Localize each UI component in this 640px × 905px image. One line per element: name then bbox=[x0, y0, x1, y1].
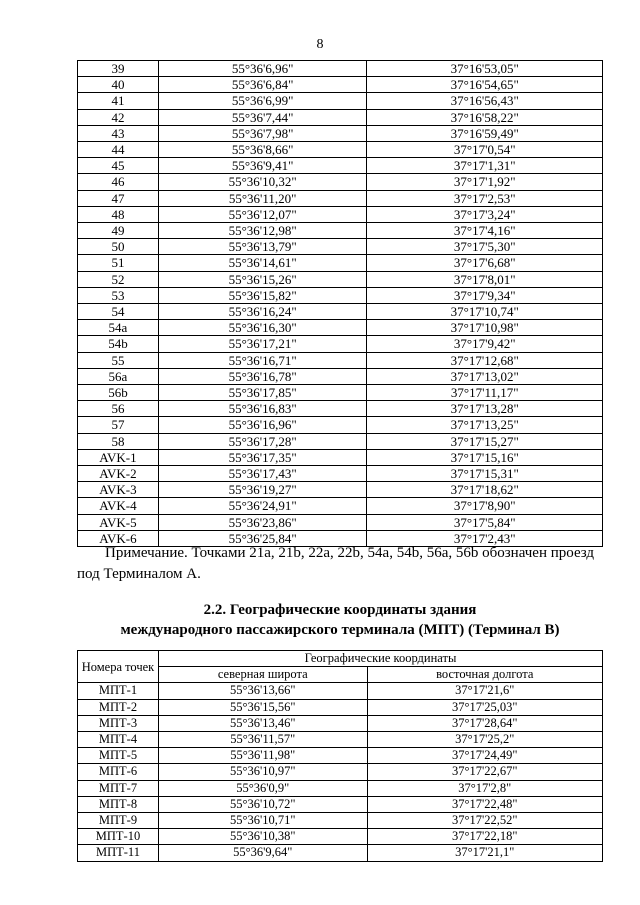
point-id-cell: 52 bbox=[78, 271, 159, 287]
longitude-cell: 37°17'5,30" bbox=[367, 239, 603, 255]
longitude-cell: 37°17'25,2" bbox=[367, 732, 602, 748]
point-id-cell: AVK-2 bbox=[78, 466, 159, 482]
table-row bbox=[78, 368, 603, 384]
longitude-cell: 37°17'0,54" bbox=[367, 142, 603, 158]
point-id-cell: МПТ-11 bbox=[78, 845, 159, 861]
table-row bbox=[78, 77, 603, 93]
point-id-cell: 54a bbox=[78, 320, 159, 336]
latitude-cell: 55°36'6,84" bbox=[158, 77, 367, 93]
note-paragraph bbox=[77, 543, 615, 585]
table-row bbox=[78, 352, 603, 368]
latitude-cell: 55°36'10,32" bbox=[158, 174, 367, 190]
latitude-cell: 55°36'9,64" bbox=[158, 845, 367, 861]
latitude-cell: 55°36'17,21" bbox=[158, 336, 367, 352]
latitude-cell: 55°36'16,71" bbox=[158, 352, 367, 368]
latitude-cell: 55°36'17,85" bbox=[158, 385, 367, 401]
table-row bbox=[78, 417, 603, 433]
table-row bbox=[78, 287, 603, 303]
table-row bbox=[78, 813, 603, 829]
coordinates-table-terminal-a bbox=[77, 60, 603, 547]
table-row bbox=[78, 125, 603, 141]
point-id-cell: МПТ-4 bbox=[78, 732, 159, 748]
latitude-cell: 55°36'11,20" bbox=[158, 190, 367, 206]
latitude-cell: 55°36'16,96" bbox=[158, 417, 367, 433]
longitude-cell: 37°16'58,22" bbox=[367, 109, 603, 125]
latitude-cell: 55°36'10,72" bbox=[158, 796, 367, 812]
table-row bbox=[78, 683, 603, 699]
longitude-cell: 37°17'22,18" bbox=[367, 829, 602, 845]
latitude-cell: 55°36'15,82" bbox=[158, 287, 367, 303]
section-heading-line-2: международного пассажирского терминала (МПТ) (Терминал В) bbox=[120, 622, 560, 638]
longitude-cell: 37°17'28,64" bbox=[367, 715, 602, 731]
longitude-cell: 37°17'15,27" bbox=[367, 433, 603, 449]
latitude-cell: 55°36'8,66" bbox=[158, 142, 367, 158]
point-id-cell: 49 bbox=[78, 223, 159, 239]
latitude-cell: 55°36'17,28" bbox=[158, 433, 367, 449]
point-id-cell: 45 bbox=[78, 158, 159, 174]
coordinates-table-body bbox=[78, 61, 603, 547]
longitude-cell: 37°17'24,49" bbox=[367, 748, 602, 764]
longitude-cell: 37°17'13,28" bbox=[367, 401, 603, 417]
longitude-cell: 37°17'8,90" bbox=[367, 498, 603, 514]
point-id-cell: 56a bbox=[78, 368, 159, 384]
latitude-cell: 55°36'12,07" bbox=[158, 206, 367, 222]
longitude-cell: 37°17'1,92" bbox=[367, 174, 603, 190]
header-east-longitude: восточная долгота bbox=[367, 667, 602, 683]
longitude-cell: 37°17'1,31" bbox=[367, 158, 603, 174]
latitude-cell: 55°36'16,78" bbox=[158, 368, 367, 384]
latitude-cell: 55°36'16,24" bbox=[158, 304, 367, 320]
note-line-1: Примечание. Точками 21a, 21b, 22a, 22b, 54a, 54b, 56a, 56b обозначен проезд bbox=[105, 545, 595, 561]
latitude-cell: 55°36'10,71" bbox=[158, 813, 367, 829]
point-id-cell: МПТ-9 bbox=[78, 813, 159, 829]
table-row bbox=[78, 174, 603, 190]
table-row bbox=[78, 482, 603, 498]
longitude-cell: 37°17'3,24" bbox=[367, 206, 603, 222]
point-id-cell: 58 bbox=[78, 433, 159, 449]
point-id-cell: AVK-1 bbox=[78, 449, 159, 465]
longitude-cell: 37°16'56,43" bbox=[367, 93, 603, 109]
header-point-numbers: Номера точек bbox=[78, 651, 159, 683]
latitude-cell: 55°36'11,57" bbox=[158, 732, 367, 748]
table-row bbox=[78, 158, 603, 174]
longitude-cell: 37°17'10,74" bbox=[367, 304, 603, 320]
longitude-cell: 37°17'4,16" bbox=[367, 223, 603, 239]
longitude-cell: 37°17'8,01" bbox=[367, 271, 603, 287]
table-row bbox=[78, 142, 603, 158]
point-id-cell: 39 bbox=[78, 61, 159, 77]
latitude-cell: 55°36'15,56" bbox=[158, 699, 367, 715]
table-row bbox=[78, 320, 603, 336]
point-id-cell: 48 bbox=[78, 206, 159, 222]
latitude-cell: 55°36'24,91" bbox=[158, 498, 367, 514]
longitude-cell: 37°17'6,68" bbox=[367, 255, 603, 271]
point-id-cell: 42 bbox=[78, 109, 159, 125]
page-number: 8 bbox=[316, 37, 324, 52]
point-id-cell: МПТ-8 bbox=[78, 796, 159, 812]
table-row bbox=[78, 255, 603, 271]
longitude-cell: 37°17'13,25" bbox=[367, 417, 603, 433]
table-row bbox=[78, 732, 603, 748]
point-id-cell: 57 bbox=[78, 417, 159, 433]
table-row bbox=[78, 93, 603, 109]
mpt-table-body bbox=[78, 683, 603, 861]
latitude-cell: 55°36'25,84" bbox=[158, 530, 367, 546]
table-row bbox=[78, 466, 603, 482]
longitude-cell: 37°17'25,03" bbox=[367, 699, 602, 715]
point-id-cell: 46 bbox=[78, 174, 159, 190]
table-row bbox=[78, 385, 603, 401]
table-row bbox=[78, 780, 603, 796]
point-id-cell: МПТ-6 bbox=[78, 764, 159, 780]
longitude-cell: 37°17'22,67" bbox=[367, 764, 602, 780]
table-row bbox=[78, 401, 603, 417]
table-row bbox=[78, 433, 603, 449]
section-heading-line-1: 2.2. Географические координаты здания bbox=[203, 602, 477, 618]
table-row bbox=[78, 748, 603, 764]
latitude-cell: 55°36'16,30" bbox=[158, 320, 367, 336]
table-row bbox=[78, 304, 603, 320]
longitude-cell: 37°17'2,53" bbox=[367, 190, 603, 206]
table-row bbox=[78, 829, 603, 845]
longitude-cell: 37°17'22,48" bbox=[367, 796, 602, 812]
table-row bbox=[78, 796, 603, 812]
latitude-cell: 55°36'11,98" bbox=[158, 748, 367, 764]
point-id-cell: 40 bbox=[78, 77, 159, 93]
table-row bbox=[78, 764, 603, 780]
longitude-cell: 37°17'12,68" bbox=[367, 352, 603, 368]
longitude-cell: 37°16'59,49" bbox=[367, 125, 603, 141]
point-id-cell: 51 bbox=[78, 255, 159, 271]
longitude-cell: 37°17'21,1" bbox=[367, 845, 602, 861]
latitude-cell: 55°36'17,35" bbox=[158, 449, 367, 465]
header-geo-coordinates: Географические координаты bbox=[158, 651, 602, 667]
table-row bbox=[78, 190, 603, 206]
latitude-cell: 55°36'10,38" bbox=[158, 829, 367, 845]
header-north-latitude: северная широта bbox=[158, 667, 367, 683]
latitude-cell: 55°36'15,26" bbox=[158, 271, 367, 287]
point-id-cell: 53 bbox=[78, 287, 159, 303]
latitude-cell: 55°36'9,41" bbox=[158, 158, 367, 174]
table-row bbox=[78, 206, 603, 222]
latitude-cell: 55°36'23,86" bbox=[158, 514, 367, 530]
longitude-cell: 37°17'9,42" bbox=[367, 336, 603, 352]
point-id-cell: 55 bbox=[78, 352, 159, 368]
latitude-cell: 55°36'6,96" bbox=[158, 61, 367, 77]
note-line-2: под Терминалом А. bbox=[77, 566, 201, 582]
point-id-cell: 43 bbox=[78, 125, 159, 141]
table-row bbox=[78, 514, 603, 530]
point-id-cell: МПТ-3 bbox=[78, 715, 159, 731]
point-id-cell: AVK-6 bbox=[78, 530, 159, 546]
longitude-cell: 37°17'5,84" bbox=[367, 514, 603, 530]
longitude-cell: 37°17'2,43" bbox=[367, 530, 603, 546]
table-row bbox=[78, 271, 603, 287]
coordinates-table-terminal-b bbox=[77, 650, 603, 862]
latitude-cell: 55°36'13,46" bbox=[158, 715, 367, 731]
latitude-cell: 55°36'0,9" bbox=[158, 780, 367, 796]
table-row bbox=[78, 223, 603, 239]
longitude-cell: 37°17'13,02" bbox=[367, 368, 603, 384]
table-row bbox=[78, 845, 603, 861]
point-id-cell: МПТ-2 bbox=[78, 699, 159, 715]
longitude-cell: 37°17'9,34" bbox=[367, 287, 603, 303]
latitude-cell: 55°36'10,97" bbox=[158, 764, 367, 780]
table-row bbox=[78, 336, 603, 352]
point-id-cell: 47 bbox=[78, 190, 159, 206]
latitude-cell: 55°36'12,98" bbox=[158, 223, 367, 239]
point-id-cell: 56 bbox=[78, 401, 159, 417]
point-id-cell: МПТ-1 bbox=[78, 683, 159, 699]
longitude-cell: 37°17'10,98" bbox=[367, 320, 603, 336]
point-id-cell: МПТ-7 bbox=[78, 780, 159, 796]
table-row bbox=[78, 715, 603, 731]
point-id-cell: AVK-4 bbox=[78, 498, 159, 514]
section-heading bbox=[77, 600, 603, 640]
point-id-cell: 56b bbox=[78, 385, 159, 401]
table-row bbox=[78, 449, 603, 465]
table-row bbox=[78, 239, 603, 255]
longitude-cell: 37°17'15,31" bbox=[367, 466, 603, 482]
longitude-cell: 37°16'54,65" bbox=[367, 77, 603, 93]
point-id-cell: 54b bbox=[78, 336, 159, 352]
point-id-cell: 44 bbox=[78, 142, 159, 158]
point-id-cell: 54 bbox=[78, 304, 159, 320]
point-id-cell: 50 bbox=[78, 239, 159, 255]
latitude-cell: 55°36'13,66" bbox=[158, 683, 367, 699]
latitude-cell: 55°36'16,83" bbox=[158, 401, 367, 417]
longitude-cell: 37°17'2,8" bbox=[367, 780, 602, 796]
latitude-cell: 55°36'13,79" bbox=[158, 239, 367, 255]
longitude-cell: 37°17'18,62" bbox=[367, 482, 603, 498]
longitude-cell: 37°16'53,05" bbox=[367, 61, 603, 77]
longitude-cell: 37°17'15,16" bbox=[367, 449, 603, 465]
table-row bbox=[78, 498, 603, 514]
longitude-cell: 37°17'21,6" bbox=[367, 683, 602, 699]
latitude-cell: 55°36'19,27" bbox=[158, 482, 367, 498]
point-id-cell: 41 bbox=[78, 93, 159, 109]
latitude-cell: 55°36'7,98" bbox=[158, 125, 367, 141]
latitude-cell: 55°36'17,43" bbox=[158, 466, 367, 482]
latitude-cell: 55°36'7,44" bbox=[158, 109, 367, 125]
point-id-cell: МПТ-10 bbox=[78, 829, 159, 845]
longitude-cell: 37°17'11,17" bbox=[367, 385, 603, 401]
point-id-cell: AVK-3 bbox=[78, 482, 159, 498]
table-row bbox=[78, 699, 603, 715]
latitude-cell: 55°36'6,99" bbox=[158, 93, 367, 109]
point-id-cell: МПТ-5 bbox=[78, 748, 159, 764]
point-id-cell: AVK-5 bbox=[78, 514, 159, 530]
table-row bbox=[78, 109, 603, 125]
table-row bbox=[78, 61, 603, 77]
longitude-cell: 37°17'22,52" bbox=[367, 813, 602, 829]
latitude-cell: 55°36'14,61" bbox=[158, 255, 367, 271]
